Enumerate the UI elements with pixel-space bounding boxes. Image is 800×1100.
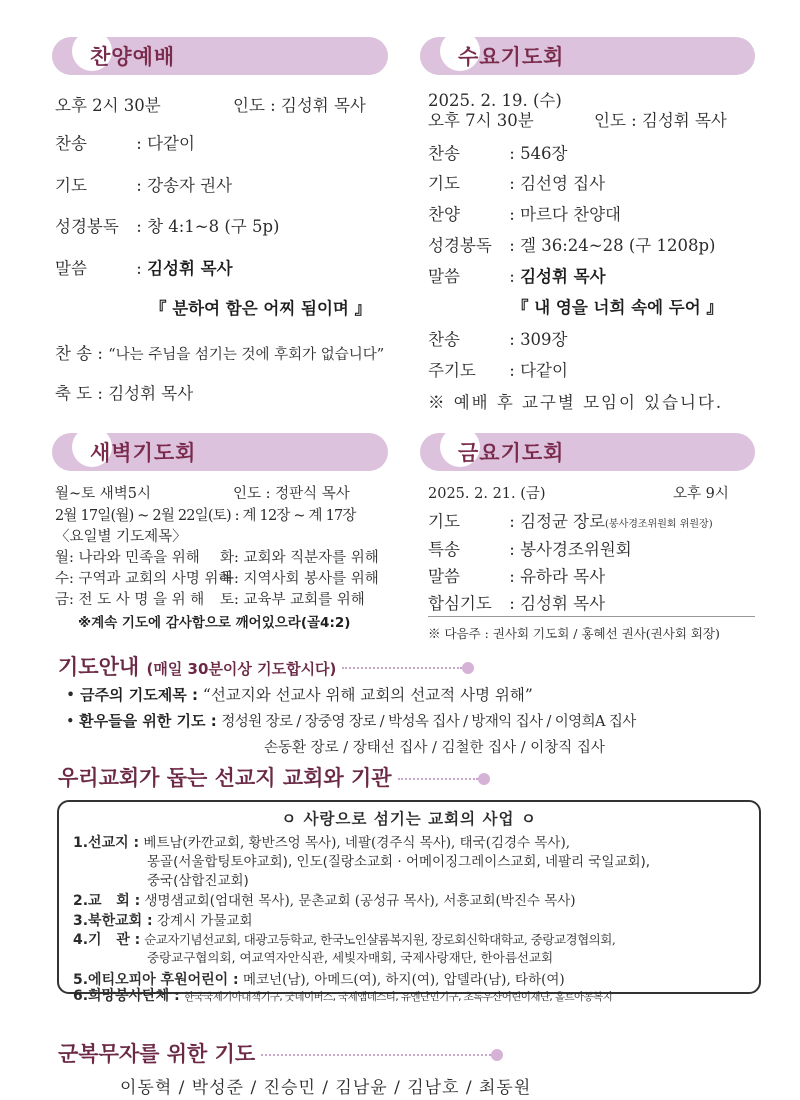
divider <box>428 616 755 617</box>
order-row: 축 도 : 김성휘 목사 <box>55 384 194 403</box>
section-heading-mission: 우리교회가 돕는 선교지 교회와 기관 <box>58 762 490 792</box>
order-row: 말씀 : 김성휘 목사 <box>55 259 233 278</box>
leader: 인도 : 김성휘 목사 <box>594 111 727 130</box>
prayer-topic: • 금주의 기도제목 : “선교지와 선교사 위해 교회의 선교적 사명 위해” <box>66 686 533 704</box>
section-heading-prayer: 기도안내 (매일 30분이상 기도합시다) <box>58 651 474 681</box>
military-names: 이동혁 / 박성준 / 진승민 / 김남윤 / 김남호 / 최동원 <box>120 1078 532 1098</box>
section-title: 금요기도회 <box>458 441 565 465</box>
box-title: ㅇ 사랑으로 섬기는 교회의 사업 ㅇ <box>281 810 537 828</box>
notice: ※ 예배 후 교구별 모임이 있습니다. <box>428 393 724 412</box>
topic-row: 월: 나라와 민족을 위해 화: 교회와 직분자를 위해 <box>55 550 379 566</box>
mission-box <box>57 800 761 1004</box>
section-header-sunday <box>52 37 388 75</box>
mission-item-line: 중랑교구협의회, 여교역자안식관, 세빛자매회, 국제사랑재단, 한아름선교회 <box>147 950 554 965</box>
section-title: 새벽기도회 <box>90 441 197 465</box>
order-row: 합심기도 : 김성휘 목사 <box>428 594 606 613</box>
service-date: 2025. 2. 21. (금) <box>428 486 546 502</box>
dot-icon <box>491 1049 503 1061</box>
section-header-dawn <box>52 433 388 471</box>
dotted-leader <box>261 1054 491 1056</box>
dotted-leader <box>398 778 478 780</box>
mission-item: 3.북한교회 : 강계시 가물교회 <box>73 913 253 929</box>
service-time: 오후 9시 <box>673 486 729 502</box>
order-row: 성경봉독 : 겔 36:24~28 (구 1208p) <box>428 236 716 255</box>
order-row: 기도 : 김정균 장로(봉사경조위원회 위원장) <box>428 512 713 531</box>
service-time: 월~토 새벽5시 <box>55 486 152 502</box>
dot-icon <box>462 662 474 674</box>
section-title: 수요기도회 <box>458 45 565 69</box>
section-heading-military: 군복무자를 위한 기도 <box>58 1038 503 1068</box>
section-title: 찬양예배 <box>90 45 176 69</box>
dot-icon <box>478 773 490 785</box>
mission-item: 4.기 관 : 순교자기념선교회, 대광고등학교, 한국노인샬롬복지원, 장로회신학대학교, 중랑교경협의회, <box>73 932 616 948</box>
mission-item: 2.교 회 : 생명샘교회(엄대현 목사), 문촌교회 (공성규 목사), 서흥교회(박진수 목사) <box>73 893 576 909</box>
leader: 인도 : 정판식 목사 <box>233 486 350 502</box>
order-row: 찬송 : 309장 <box>428 330 568 349</box>
order-row: 찬 송 : “나는 주님을 섬기는 것에 후회가 없습니다” <box>55 344 385 363</box>
mission-item: 5.에티오피아 후원어린이 : 메코넌(남), 아메드(여), 하지(여), 압델라(남), 타하(여) <box>73 972 565 988</box>
order-row: 찬양 : 마르다 찬양대 <box>428 205 621 224</box>
mission-item-line: 몽골(서울합팅토야교회), 인도(질랑소교회 · 어메이징그레이스교회, 네팔리 국일교회), <box>147 854 651 870</box>
sermon-title: 『 분하여 함은 어찌 됨이며 』 <box>150 299 372 318</box>
reading-range: 2월 17일(월) ~ 2월 22일(토) : 계 12장 ~ 계 17장 <box>55 508 356 524</box>
mission-item: 6.희망봉사단체 : 한국국제기아대책기구, 굿네이버스, 국제앰네스티, 유엔난민기구, 초록우산어린이재단, 홀트아동복지 <box>73 988 613 1004</box>
order-row: 말씀 : 유하라 목사 <box>428 567 606 586</box>
next-week-notice: ※ 다음주 : 권사회 기도회 / 홍혜선 권사(권사회 회장) <box>428 626 720 641</box>
leader: 인도 : 김성휘 목사 <box>233 96 366 115</box>
order-row: 기도 : 김선영 집사 <box>428 174 606 193</box>
service-date: 2025. 2. 19. (수) <box>428 91 562 110</box>
topic-row: 금: 전 도 사 명 을 위 해 토: 교육부 교회를 위해 <box>55 592 365 608</box>
sick-prayer: • 환우들을 위한 기도 : 정성원 장로 / 장중영 장로 / 박성옥 집사 / 방재익 집사 / 이영희A 집사 <box>66 712 636 730</box>
mission-item: 1.선교지 : 베트남(카깐교회, 황반즈엉 목사), 네팔(경주식 목사), 태국(김경수 목사), <box>73 835 571 851</box>
topic-row: 수: 구역과 교회의 사명 위해목: 지역사회 봉사를 위해 <box>55 571 379 587</box>
sermon-title: 『 내 영을 너희 속에 두어 』 <box>512 298 723 317</box>
sick-prayer-continued: 손동환 장로 / 장태선 집사 / 김철한 집사 / 이창직 집사 <box>264 740 605 756</box>
section-header-wednesday <box>420 37 755 75</box>
verse: ※계속 기도에 감사함으로 깨어있으라(골4:2) <box>78 615 351 631</box>
service-time: 오후 7시 30분 <box>428 111 534 130</box>
service-time: 오후 2시 30분 <box>55 96 161 115</box>
section-header-friday <box>420 433 755 471</box>
mission-item-line: 중국(삼합진교회) <box>147 873 249 889</box>
order-row: 찬송 : 다같이 <box>55 134 195 153</box>
dotted-leader <box>342 667 462 669</box>
order-row: 주기도 : 다같이 <box>428 361 568 380</box>
order-row: 성경봉독 : 창 4:1~8 (구 5p) <box>55 217 280 236</box>
order-row: 찬송 : 546장 <box>428 144 568 163</box>
topics-subtitle: 〈요일별 기도제목〉 <box>55 529 187 545</box>
order-row: 기도 : 강송자 권사 <box>55 176 233 195</box>
order-row: 말씀 : 김성휘 목사 <box>428 267 606 286</box>
order-row: 특송 : 봉사경조위원회 <box>428 540 632 559</box>
